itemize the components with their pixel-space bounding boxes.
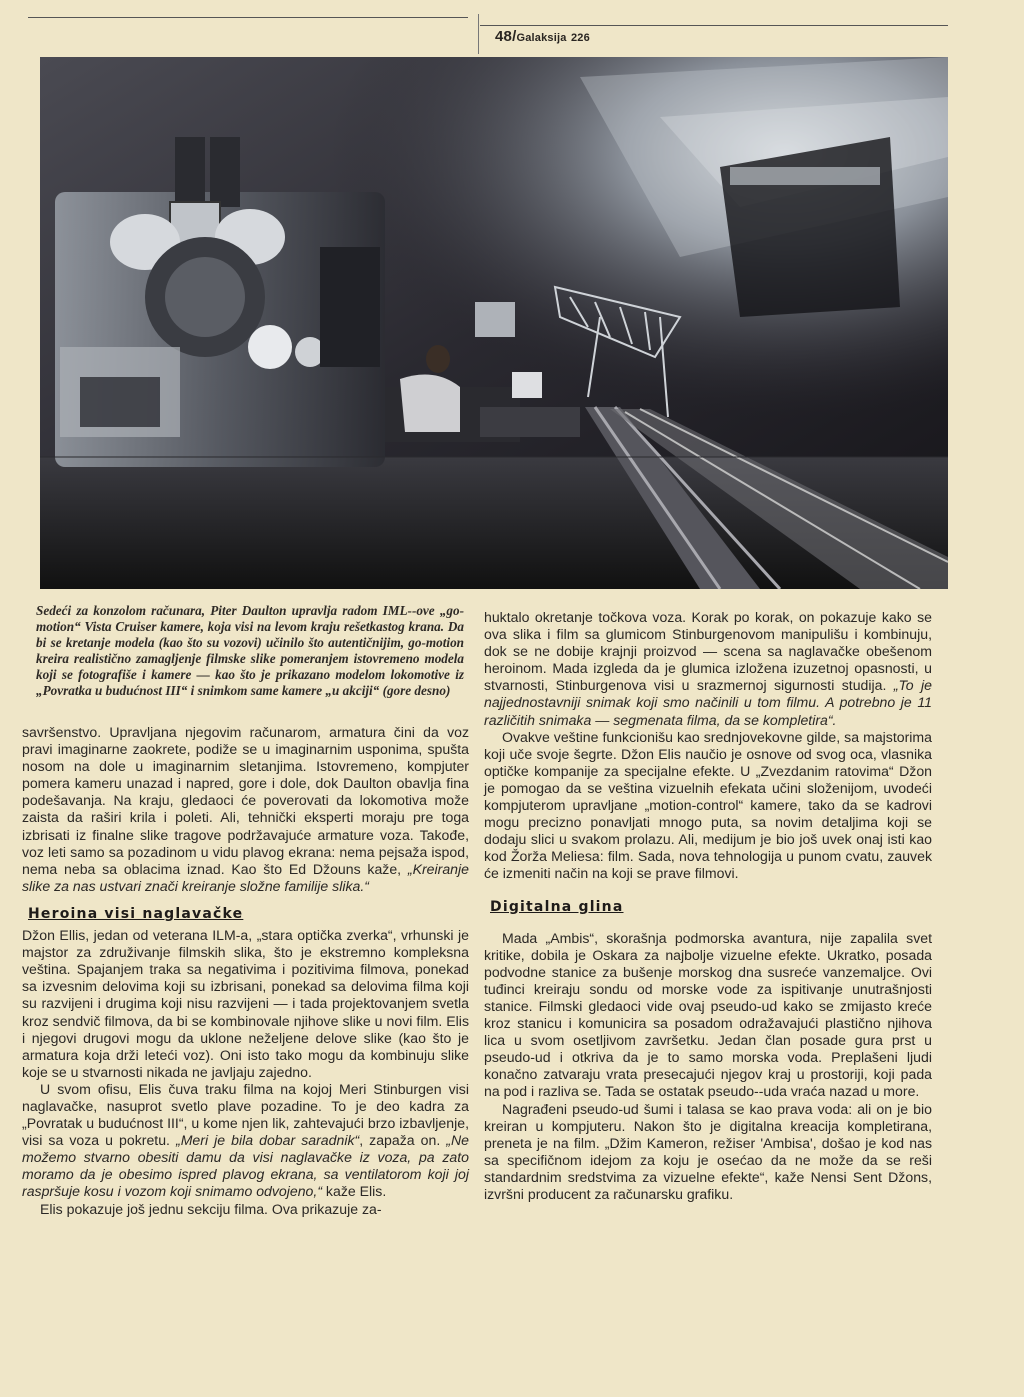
right-paragraph-1 [484, 609, 932, 729]
left-paragraph-3-text-b: , zapaža on. [359, 1132, 447, 1149]
right-paragraph-1-text: huktalo okretanje točkova voza. Korak po korak, on pokazuje kako se ova slika i film sa glumicom Stinburgenovom manipulišu i kombinuju, dok se ne dobije krajnji proizvod — scena sa naglavačke obešenom heroinom. Mada izgleda da je glumica izložena izuzetnoj opasnosti, u stvarnosti, Stinburgenova visi u srazmernoj sigurnosti studija. [484, 609, 932, 694]
photo-illustration [40, 57, 948, 589]
locomotive-photo [40, 57, 948, 589]
left-paragraph-1-quote: „Kreiranje slike za nas ustvari znači kreiranje složne familije slika.“ [22, 860, 469, 894]
left-paragraph-1 [22, 724, 469, 895]
right-column [484, 609, 932, 1203]
issue-magazine: Galaksija [516, 32, 567, 44]
issue-prefix: 48/ [495, 28, 517, 45]
header-rule-left [28, 17, 468, 18]
left-paragraph-3-text-a: U svom ofisu, Elis čuva traku filma na kojoj Meri Stinburgen visi naglavačke, nasuprot svetlo plave pozadine. To je deo kadra za „Povratak u budućnost III“, u kome njen lik, zahtevajući brzo izbavljenje, visi sa voza u pokretu. [22, 1080, 469, 1149]
right-paragraph-4: Nagrađeni pseudo-ud šumi i talasa se kao prava voda: ali on je bio kreiran u kompjuteru. Nakon što je digitalna kreacija kompletirana, preneta je na film. „Džim Kameron, režiser 'Ambisa', došao je kod nas sa specifičnom idejom za koju je osećao da ne može da se reši standardnim sredstvima za vizuelne efekte“, kaže Nensi Sent Džons, izvršni producent za računarsku grafiku. [484, 1100, 932, 1202]
left-column [22, 724, 469, 1218]
subhead-digitalna-glina: Digitalna glina [490, 898, 624, 915]
left-paragraph-3-text-c: kaže Elis. [322, 1183, 387, 1200]
issue-label [495, 28, 590, 45]
issue-number: 226 [570, 32, 590, 44]
header-divider [478, 14, 479, 54]
left-paragraph-1-text: savršenstvo. Upravljana njegovim računarom, armatura čini da voz pravi imaginarne zaokrete, podiže se u imaginarnim usponima, spušta nosom na dole u imaginarnim sletanjima. Istovremeno, kompjuter pomera kameru unazad i napred, gore i dole, dok Daulton obavlja fina podešavanja. Na kraju, gledaoci će poverovati da lokomotiva može zaista da raširi krila i poleti. Ali, tehnički eksperti moraju pre toga izbrisati iz finalne slike tragove podržavajuće armature voza. Takođe, voz leti samo sa pozadinom u vidu plavog ekrana: nema pejsaža ispod, nema neba sa oblacima iznad. Kao što Ed Džouns kaže, [22, 724, 469, 877]
left-paragraph-3-quote-1: „Meri je bila dobar saradnik“ [176, 1132, 360, 1149]
left-paragraph-3-quote-2: „Ne možemo stvarno obesiti damu da visi naglavačke iz voza, pa zato moramo da je obesimo ispred plavog ekrana, sa ventilatorom koji joj raspršuje kosu i vozom koji snimamo odvojeno,“ [22, 1132, 470, 1200]
left-paragraph-3 [22, 1081, 469, 1201]
left-paragraph-4: Elis pokazuje još jednu sekciju filma. Ova prikazuje za- [40, 1200, 382, 1217]
header-rule-right [480, 25, 948, 26]
left-paragraph-2: Džon Ellis, jedan od veterana ILM-a, „stara optička zverka“, vrhunski je majstor za združivanje filmskih slika, što je ekstremno kompleksna veština. Spajanjem traka sa negativima i pozitivima filmova, ponekad sa izvesnim delovima koji su izbrisani, ponekad sa delovima filma koji su razvijeni i drugima koji nisu razvijeni — i tada projektovanjem svetla kroz sendvič filmova, da bi se kombinovale njihove slike u novi film. Elis i njegovi drugovi mogu da uklone neželjene delove slike (kao što je armatura koja drži leteći voz). Oni isto tako mogu da kombinuju slike koje se u stvarnosti nikada ne javljaju zajedno. [22, 927, 469, 1080]
right-paragraph-1-quote: „To je najjednostavniji snimak koji smo načinili u tom filmu. A potrebno je 11 različitih snimaka — segmenata filma, da se kompletira“. [484, 677, 932, 728]
right-paragraph-3: Mada „Ambis“, skorašnja podmorska avantura, nije zapalila svet kritike, dobila je Oskara za najbolje vizuelne efekte. Ukratko, posada podvodne stanice za bušenje morskog dna susreće vanzemaljce. Ovi tuđinci kreiraju sondu od morske vode za ispitivanje unutrašnjosti stanice. Filmski gledaoci vide ovaj pseudo-ud kako se zmijasto kreće kroz stanicu i komunicira sa posadom odražavajući plastično njihova lica u svom osetljivom završetku. Jedan član posade gura prst u pseudo-ud i otkriva da je to samo morska voda. Preplašeni ljudi konačno zatvaraju vrata presecajući njegov kraj u prostoriji, koji pada na pod i razliva se. Tada se ostatak pseudo--uda vraća nazad u more. [484, 929, 932, 1100]
photo-caption: Sedeći za konzolom računara, Piter Daulton upravlja radom IML--ove „go-motion“ Vista Cruiser kamere, koja visi na levom kraju rešetkastog krana. Da bi se kretanje modela (kao što su vozovi) učinilo što autentičnijim, go-motion kreira realistično zamagljenje filmske slike pomeranjem istovremeno modela koji se fotografiše i kamere — kao što je prikazano modelom lokomotive iz „Povratka u budućnost III“ i snimkom same kamere „u akciji“ (gore desno) [36, 603, 464, 699]
subhead-heroina: Heroina visi naglavačke [28, 905, 244, 922]
right-paragraph-2: Ovakve veštine funkcionišu kao srednjovekovne gilde, sa majstorima koji uče svoje šegrte. Džon Elis naučio je osnove od svog oca, vlasnika optičke kompanije za specijalne efekte. U „Zvezdanim ratovima“ Džon je pomogao da se veština vizuelnih efekata učini složenijom, uvodeći kompjuterom upravljane „motion-control“ kamere, tako da se kadrovi mogu precizno ponavljati mnogo puta, sa novim detaljima koji se dodaju slici u svakom prolazu. Ali, medijum je bio još uvek onaj isti kao kod Žorža Meliesa: film. Sada, nova tehnologija u punom cvatu, zauvek će izmeniti način na koji se prave filmovi. [484, 728, 932, 882]
